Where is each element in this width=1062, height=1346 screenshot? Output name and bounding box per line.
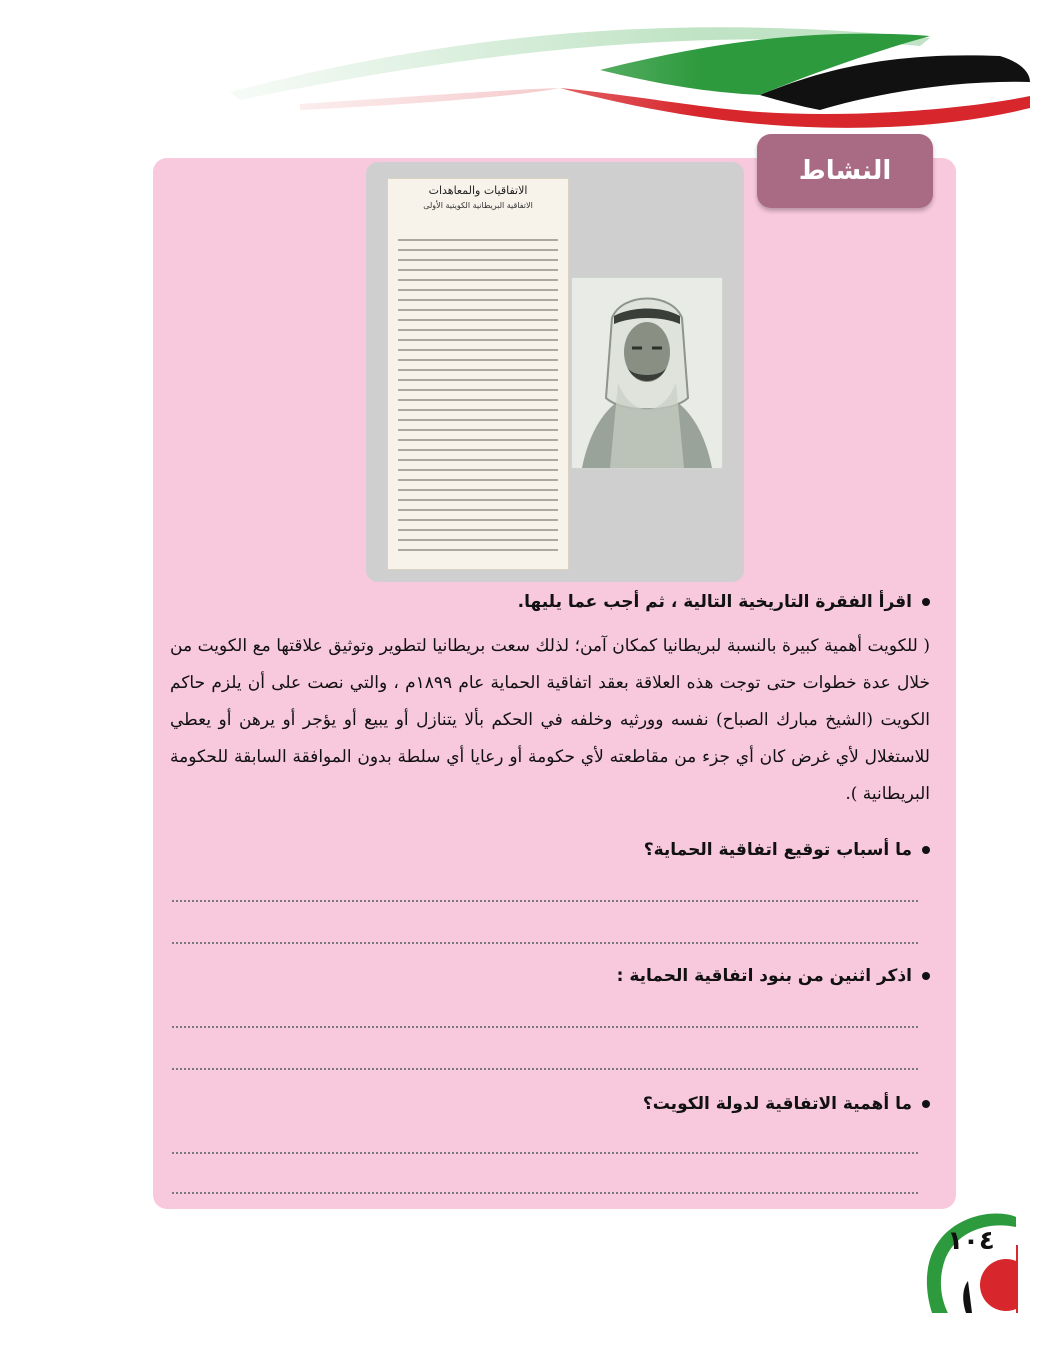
- answer-line[interactable]: [172, 900, 918, 902]
- document-text-lines: [398, 239, 558, 559]
- answer-line[interactable]: [172, 1152, 918, 1154]
- answer-line[interactable]: [172, 1068, 918, 1070]
- question-2-text: ما أسباب توقيع اتفاقية الحماية؟: [643, 840, 912, 860]
- question-1-text: اقرأ الفقرة التاريخية التالية ، ثم أجب عما يليها.: [517, 592, 912, 612]
- activity-tab: [757, 134, 933, 208]
- document-title: الاتفاقيات والمعاهدات: [428, 184, 528, 197]
- bullet-icon: [922, 846, 930, 854]
- activity-label: النشاط: [798, 156, 892, 186]
- bullet-icon: [922, 598, 930, 606]
- answer-line[interactable]: [172, 1026, 918, 1028]
- question-1: [170, 592, 930, 612]
- answer-line[interactable]: [172, 942, 918, 944]
- question-3-text: اذكر اثنين من بنود اتفاقية الحماية :: [616, 966, 912, 986]
- historical-paragraph: ( للكويت أهمية كبيرة بالنسبة لبريطانيا كمكان آمن؛ لذلك سعت بريطانيا لتطوير وتوثيق علاقتها مع الكويت من خلال عدة خطوات حتى توجت هذه العلاقة بعقد اتفاقية الحماية عام ١٨٩٩م ، والتي نصت على أن يلزم حاكم الكويت (الشيخ مبارك الصباح) نفسه وورثيه وخلفه في الحكم بألا يتنازل أو يبيع أو يؤجر أو يرهن أو يعطي للاستغلال لأي غرض كان أي جزء من مقاطعته لأي حكومة أو رعايا أي سلطة بدون الموافقة السابقة للحكومة البريطانية ).: [170, 636, 931, 804]
- document-subtitle: الاتفاقية البريطانية الكويتية الأولى: [423, 201, 533, 210]
- page-number-badge: [918, 1205, 1018, 1313]
- page-number: ١٠٤: [947, 1226, 995, 1256]
- question-4: [170, 1094, 930, 1114]
- bullet-icon: [922, 972, 930, 980]
- question-4-text: ما أهمية الاتفاقية لدولة الكويت؟: [642, 1094, 912, 1114]
- question-3: [170, 966, 930, 986]
- sheikh-portrait-image: [571, 277, 723, 469]
- treaty-document-image: [387, 178, 569, 570]
- answer-line[interactable]: [172, 1192, 918, 1194]
- bullet-icon: [922, 1100, 930, 1108]
- question-2: [170, 840, 930, 860]
- flag-ribbon-decoration: [0, 0, 1062, 150]
